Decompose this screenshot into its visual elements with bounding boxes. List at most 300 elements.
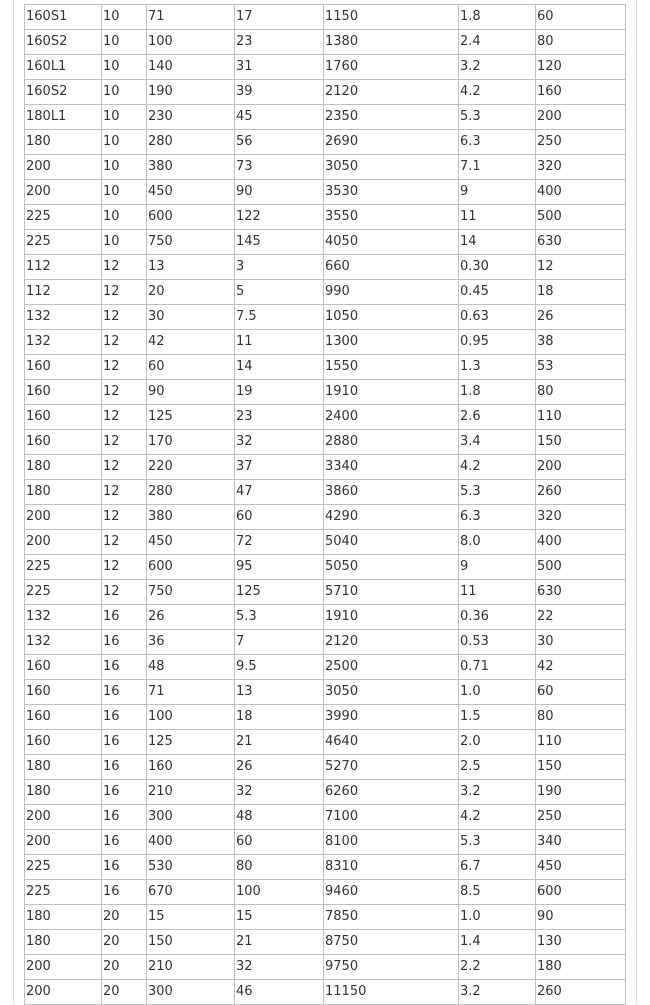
table-cell-col-2: 12 xyxy=(102,480,147,505)
table-cell-col-7: 80 xyxy=(536,705,626,730)
table-cell-col-7: 18 xyxy=(536,280,626,305)
table-cell-col-1: 200 xyxy=(25,180,102,205)
table-cell-col-4: 125 xyxy=(235,580,324,605)
table-cell-col-6: 9 xyxy=(459,555,536,580)
table-cell-col-7: 150 xyxy=(536,755,626,780)
table-cell-col-4: 80 xyxy=(235,855,324,880)
table-cell-col-4: 37 xyxy=(235,455,324,480)
table-cell-col-5: 5270 xyxy=(324,755,459,780)
table-cell-col-3: 20 xyxy=(147,280,235,305)
table-row xyxy=(25,505,626,530)
table-cell-col-6: 4.2 xyxy=(459,80,536,105)
table-cell-col-1: 160 xyxy=(25,380,102,405)
table-cell-col-5: 3550 xyxy=(324,205,459,230)
table-row xyxy=(25,680,626,705)
table-cell-col-2: 16 xyxy=(102,880,147,905)
table-cell-col-3: 280 xyxy=(147,130,235,155)
table-row xyxy=(25,980,626,1005)
table-cell-col-5: 1910 xyxy=(324,605,459,630)
table-row xyxy=(25,205,626,230)
table-cell-col-3: 380 xyxy=(147,155,235,180)
table-cell-col-2: 12 xyxy=(102,555,147,580)
table-cell-col-6: 1.4 xyxy=(459,930,536,955)
table-row xyxy=(25,305,626,330)
table-row xyxy=(25,455,626,480)
table-cell-col-7: 130 xyxy=(536,930,626,955)
table-cell-col-4: 32 xyxy=(235,430,324,455)
table-cell-col-6: 0.36 xyxy=(459,605,536,630)
table-cell-col-2: 16 xyxy=(102,630,147,655)
table-cell-col-2: 12 xyxy=(102,405,147,430)
table-row xyxy=(25,755,626,780)
table-row xyxy=(25,155,626,180)
table-cell-col-7: 400 xyxy=(536,180,626,205)
table-cell-col-2: 12 xyxy=(102,530,147,555)
table-cell-col-7: 110 xyxy=(536,405,626,430)
table-row xyxy=(25,280,626,305)
table-row xyxy=(25,730,626,755)
table-row xyxy=(25,805,626,830)
table-cell-col-4: 19 xyxy=(235,380,324,405)
table-row xyxy=(25,580,626,605)
table-row xyxy=(25,105,626,130)
table-cell-col-7: 630 xyxy=(536,230,626,255)
table-row xyxy=(25,180,626,205)
table-cell-col-6: 0.30 xyxy=(459,255,536,280)
table-cell-col-5: 6260 xyxy=(324,780,459,805)
table-cell-col-1: 160 xyxy=(25,405,102,430)
table-cell-col-1: 200 xyxy=(25,830,102,855)
table-row xyxy=(25,5,626,30)
table-cell-col-1: 132 xyxy=(25,305,102,330)
table-cell-col-7: 190 xyxy=(536,780,626,805)
table-cell-col-3: 30 xyxy=(147,305,235,330)
table-cell-col-3: 380 xyxy=(147,505,235,530)
table-cell-col-3: 600 xyxy=(147,205,235,230)
table-cell-col-3: 100 xyxy=(147,705,235,730)
table-cell-col-5: 3530 xyxy=(324,180,459,205)
table-cell-col-1: 225 xyxy=(25,855,102,880)
table-cell-col-4: 90 xyxy=(235,180,324,205)
table-cell-col-3: 26 xyxy=(147,605,235,630)
table-cell-col-5: 3050 xyxy=(324,155,459,180)
table-row xyxy=(25,930,626,955)
table-cell-col-4: 15 xyxy=(235,905,324,930)
table-cell-col-3: 280 xyxy=(147,480,235,505)
table-cell-col-2: 12 xyxy=(102,580,147,605)
table-cell-col-1: 200 xyxy=(25,530,102,555)
table-row xyxy=(25,555,626,580)
table-cell-col-7: 320 xyxy=(536,505,626,530)
table-cell-col-1: 200 xyxy=(25,955,102,980)
table-cell-col-4: 56 xyxy=(235,130,324,155)
table-row xyxy=(25,655,626,680)
table-cell-col-2: 12 xyxy=(102,330,147,355)
table-cell-col-7: 42 xyxy=(536,655,626,680)
table-cell-col-5: 7850 xyxy=(324,905,459,930)
table-cell-col-7: 80 xyxy=(536,380,626,405)
table-cell-col-3: 125 xyxy=(147,405,235,430)
table-cell-col-4: 26 xyxy=(235,755,324,780)
table-row xyxy=(25,855,626,880)
table-cell-col-6: 4.2 xyxy=(459,455,536,480)
table-row xyxy=(25,230,626,255)
table-cell-col-7: 250 xyxy=(536,130,626,155)
table-cell-col-3: 400 xyxy=(147,830,235,855)
table-cell-col-1: 180 xyxy=(25,930,102,955)
table-cell-col-5: 11150 xyxy=(324,980,459,1005)
table-cell-col-5: 9460 xyxy=(324,880,459,905)
table-cell-col-1: 180 xyxy=(25,455,102,480)
table-cell-col-3: 60 xyxy=(147,355,235,380)
table-cell-col-1: 180 xyxy=(25,755,102,780)
table-cell-col-4: 3 xyxy=(235,255,324,280)
table-cell-col-7: 320 xyxy=(536,155,626,180)
table-cell-col-6: 3.4 xyxy=(459,430,536,455)
table-cell-col-6: 0.63 xyxy=(459,305,536,330)
table-cell-col-7: 90 xyxy=(536,905,626,930)
table-cell-col-2: 12 xyxy=(102,355,147,380)
table-row xyxy=(25,355,626,380)
table-cell-col-3: 36 xyxy=(147,630,235,655)
table-cell-col-1: 160S1 xyxy=(25,5,102,30)
table-cell-col-4: 5 xyxy=(235,280,324,305)
table-cell-col-2: 10 xyxy=(102,230,147,255)
table-cell-col-1: 200 xyxy=(25,980,102,1005)
table-cell-col-1: 160L1 xyxy=(25,55,102,80)
table-cell-col-2: 20 xyxy=(102,905,147,930)
table-cell-col-5: 2880 xyxy=(324,430,459,455)
table-cell-col-1: 180 xyxy=(25,780,102,805)
table-cell-col-2: 10 xyxy=(102,180,147,205)
table-cell-col-1: 112 xyxy=(25,280,102,305)
table-cell-col-5: 2350 xyxy=(324,105,459,130)
table-cell-col-5: 3050 xyxy=(324,680,459,705)
table-cell-col-1: 180 xyxy=(25,480,102,505)
table-cell-col-3: 15 xyxy=(147,905,235,930)
table-cell-col-2: 10 xyxy=(102,155,147,180)
table-cell-col-6: 5.3 xyxy=(459,830,536,855)
table-cell-col-7: 450 xyxy=(536,855,626,880)
table-cell-col-1: 160 xyxy=(25,430,102,455)
table-cell-col-6: 6.3 xyxy=(459,130,536,155)
table-cell-col-2: 16 xyxy=(102,605,147,630)
table-cell-col-4: 32 xyxy=(235,780,324,805)
table-cell-col-5: 1300 xyxy=(324,330,459,355)
table-cell-col-1: 180 xyxy=(25,905,102,930)
table-cell-col-6: 1.3 xyxy=(459,355,536,380)
table-cell-col-6: 0.95 xyxy=(459,330,536,355)
table-cell-col-6: 1.0 xyxy=(459,905,536,930)
table-cell-col-4: 23 xyxy=(235,405,324,430)
table-cell-col-3: 750 xyxy=(147,230,235,255)
table-cell-col-4: 60 xyxy=(235,830,324,855)
table-cell-col-3: 670 xyxy=(147,880,235,905)
table-cell-col-4: 21 xyxy=(235,730,324,755)
table-row xyxy=(25,530,626,555)
table-cell-col-1: 180L1 xyxy=(25,105,102,130)
table-cell-col-7: 200 xyxy=(536,455,626,480)
table-cell-col-2: 10 xyxy=(102,105,147,130)
table-cell-col-4: 21 xyxy=(235,930,324,955)
table-cell-col-6: 2.2 xyxy=(459,955,536,980)
table-cell-col-1: 132 xyxy=(25,605,102,630)
table-cell-col-3: 530 xyxy=(147,855,235,880)
table-row xyxy=(25,80,626,105)
table-cell-col-5: 4050 xyxy=(324,230,459,255)
table-cell-col-3: 71 xyxy=(147,680,235,705)
table-cell-col-3: 170 xyxy=(147,430,235,455)
table-cell-col-7: 500 xyxy=(536,205,626,230)
table-cell-col-3: 220 xyxy=(147,455,235,480)
table-cell-col-1: 132 xyxy=(25,630,102,655)
table-cell-col-3: 450 xyxy=(147,180,235,205)
table-cell-col-3: 42 xyxy=(147,330,235,355)
table-cell-col-2: 16 xyxy=(102,705,147,730)
table-cell-col-1: 225 xyxy=(25,580,102,605)
table-cell-col-4: 100 xyxy=(235,880,324,905)
table-cell-col-2: 10 xyxy=(102,80,147,105)
table-cell-col-4: 32 xyxy=(235,955,324,980)
table-cell-col-5: 4640 xyxy=(324,730,459,755)
table-cell-col-6: 0.53 xyxy=(459,630,536,655)
table-cell-col-4: 45 xyxy=(235,105,324,130)
table-cell-col-6: 6.7 xyxy=(459,855,536,880)
table-cell-col-7: 250 xyxy=(536,805,626,830)
table-cell-col-4: 145 xyxy=(235,230,324,255)
table-cell-col-2: 16 xyxy=(102,730,147,755)
table-cell-col-3: 600 xyxy=(147,555,235,580)
table-cell-col-4: 11 xyxy=(235,330,324,355)
table-cell-col-3: 210 xyxy=(147,780,235,805)
table-cell-col-6: 1.8 xyxy=(459,5,536,30)
table-cell-col-2: 16 xyxy=(102,805,147,830)
table-cell-col-3: 160 xyxy=(147,755,235,780)
table-cell-col-4: 72 xyxy=(235,530,324,555)
table-row xyxy=(25,330,626,355)
table-cell-col-3: 210 xyxy=(147,955,235,980)
content-frame-left-border xyxy=(13,0,14,1004)
table-cell-col-3: 140 xyxy=(147,55,235,80)
specification-table-body xyxy=(25,5,626,1005)
table-cell-col-5: 3340 xyxy=(324,455,459,480)
table-cell-col-4: 23 xyxy=(235,30,324,55)
table-cell-col-2: 10 xyxy=(102,55,147,80)
table-cell-col-5: 5050 xyxy=(324,555,459,580)
table-cell-col-4: 73 xyxy=(235,155,324,180)
table-cell-col-5: 7100 xyxy=(324,805,459,830)
table-cell-col-1: 225 xyxy=(25,555,102,580)
table-cell-col-2: 16 xyxy=(102,855,147,880)
table-cell-col-7: 400 xyxy=(536,530,626,555)
table-cell-col-7: 80 xyxy=(536,30,626,55)
table-cell-col-7: 12 xyxy=(536,255,626,280)
table-cell-col-6: 7.1 xyxy=(459,155,536,180)
table-cell-col-4: 47 xyxy=(235,480,324,505)
table-cell-col-6: 1.8 xyxy=(459,380,536,405)
table-cell-col-4: 9.5 xyxy=(235,655,324,680)
table-cell-col-2: 20 xyxy=(102,930,147,955)
table-cell-col-4: 122 xyxy=(235,205,324,230)
table-cell-col-7: 110 xyxy=(536,730,626,755)
table-cell-col-2: 16 xyxy=(102,755,147,780)
table-cell-col-3: 100 xyxy=(147,30,235,55)
table-cell-col-5: 1550 xyxy=(324,355,459,380)
table-cell-col-1: 160 xyxy=(25,355,102,380)
table-cell-col-5: 990 xyxy=(324,280,459,305)
table-cell-col-4: 48 xyxy=(235,805,324,830)
table-cell-col-5: 1380 xyxy=(324,30,459,55)
table-row xyxy=(25,380,626,405)
table-cell-col-1: 200 xyxy=(25,155,102,180)
table-cell-col-6: 3.2 xyxy=(459,55,536,80)
table-cell-col-3: 150 xyxy=(147,930,235,955)
table-cell-col-5: 2690 xyxy=(324,130,459,155)
table-cell-col-4: 31 xyxy=(235,55,324,80)
table-cell-col-1: 160 xyxy=(25,705,102,730)
table-cell-col-1: 225 xyxy=(25,230,102,255)
table-cell-col-2: 16 xyxy=(102,830,147,855)
table-cell-col-4: 7.5 xyxy=(235,305,324,330)
table-row xyxy=(25,255,626,280)
table-cell-col-6: 8.0 xyxy=(459,530,536,555)
table-cell-col-2: 12 xyxy=(102,505,147,530)
table-cell-col-2: 12 xyxy=(102,255,147,280)
table-cell-col-1: 112 xyxy=(25,255,102,280)
table-cell-col-7: 180 xyxy=(536,955,626,980)
table-cell-col-6: 5.3 xyxy=(459,105,536,130)
table-cell-col-5: 3860 xyxy=(324,480,459,505)
table-cell-col-1: 160 xyxy=(25,680,102,705)
table-cell-col-1: 200 xyxy=(25,805,102,830)
table-cell-col-7: 150 xyxy=(536,430,626,455)
table-cell-col-2: 16 xyxy=(102,780,147,805)
table-cell-col-2: 12 xyxy=(102,305,147,330)
table-cell-col-2: 12 xyxy=(102,430,147,455)
table-row xyxy=(25,430,626,455)
table-cell-col-3: 71 xyxy=(147,5,235,30)
table-cell-col-3: 48 xyxy=(147,655,235,680)
table-cell-col-7: 60 xyxy=(536,680,626,705)
table-cell-col-4: 7 xyxy=(235,630,324,655)
table-cell-col-7: 200 xyxy=(536,105,626,130)
table-cell-col-2: 20 xyxy=(102,980,147,1005)
table-cell-col-1: 160S2 xyxy=(25,30,102,55)
table-cell-col-5: 2120 xyxy=(324,80,459,105)
table-cell-col-2: 10 xyxy=(102,130,147,155)
table-cell-col-1: 225 xyxy=(25,205,102,230)
table-cell-col-4: 46 xyxy=(235,980,324,1005)
table-cell-col-7: 260 xyxy=(536,980,626,1005)
table-cell-col-2: 16 xyxy=(102,655,147,680)
table-cell-col-1: 160 xyxy=(25,730,102,755)
table-cell-col-6: 5.3 xyxy=(459,480,536,505)
table-cell-col-3: 90 xyxy=(147,380,235,405)
table-cell-col-5: 2120 xyxy=(324,630,459,655)
table-cell-col-7: 340 xyxy=(536,830,626,855)
table-cell-col-4: 13 xyxy=(235,680,324,705)
table-cell-col-4: 17 xyxy=(235,5,324,30)
table-cell-col-2: 12 xyxy=(102,280,147,305)
table-cell-col-6: 2.6 xyxy=(459,405,536,430)
table-cell-col-6: 1.0 xyxy=(459,680,536,705)
table-cell-col-5: 1760 xyxy=(324,55,459,80)
table-cell-col-7: 500 xyxy=(536,555,626,580)
table-cell-col-5: 9750 xyxy=(324,955,459,980)
table-row xyxy=(25,55,626,80)
table-cell-col-7: 26 xyxy=(536,305,626,330)
table-cell-col-2: 10 xyxy=(102,30,147,55)
table-cell-col-6: 14 xyxy=(459,230,536,255)
table-cell-col-3: 300 xyxy=(147,980,235,1005)
table-cell-col-5: 3990 xyxy=(324,705,459,730)
table-cell-col-7: 53 xyxy=(536,355,626,380)
table-cell-col-1: 225 xyxy=(25,880,102,905)
table-cell-col-2: 10 xyxy=(102,5,147,30)
table-cell-col-5: 2400 xyxy=(324,405,459,430)
table-cell-col-3: 750 xyxy=(147,580,235,605)
table-cell-col-5: 1050 xyxy=(324,305,459,330)
table-cell-col-2: 12 xyxy=(102,455,147,480)
table-cell-col-7: 600 xyxy=(536,880,626,905)
table-cell-col-3: 125 xyxy=(147,730,235,755)
table-cell-col-7: 120 xyxy=(536,55,626,80)
table-cell-col-6: 11 xyxy=(459,580,536,605)
table-cell-col-5: 660 xyxy=(324,255,459,280)
table-cell-col-7: 260 xyxy=(536,480,626,505)
table-row xyxy=(25,405,626,430)
table-cell-col-1: 200 xyxy=(25,505,102,530)
table-cell-col-5: 8100 xyxy=(324,830,459,855)
table-cell-col-1: 180 xyxy=(25,130,102,155)
table-cell-col-6: 2.4 xyxy=(459,30,536,55)
table-cell-col-6: 6.3 xyxy=(459,505,536,530)
specification-table xyxy=(24,4,626,1005)
table-row xyxy=(25,705,626,730)
table-cell-col-4: 95 xyxy=(235,555,324,580)
table-cell-col-1: 160S2 xyxy=(25,80,102,105)
table-row xyxy=(25,130,626,155)
table-cell-col-2: 16 xyxy=(102,680,147,705)
table-row xyxy=(25,780,626,805)
table-cell-col-5: 1150 xyxy=(324,5,459,30)
table-cell-col-4: 60 xyxy=(235,505,324,530)
table-cell-col-7: 630 xyxy=(536,580,626,605)
table-cell-col-6: 2.5 xyxy=(459,755,536,780)
table-cell-col-6: 3.2 xyxy=(459,980,536,1005)
table-row xyxy=(25,630,626,655)
table-cell-col-5: 5710 xyxy=(324,580,459,605)
table-cell-col-5: 1910 xyxy=(324,380,459,405)
table-row xyxy=(25,605,626,630)
table-cell-col-1: 160 xyxy=(25,655,102,680)
table-cell-col-2: 12 xyxy=(102,380,147,405)
table-cell-col-6: 9 xyxy=(459,180,536,205)
table-cell-col-7: 160 xyxy=(536,80,626,105)
table-cell-col-7: 38 xyxy=(536,330,626,355)
table-cell-col-3: 13 xyxy=(147,255,235,280)
table-cell-col-6: 8.5 xyxy=(459,880,536,905)
table-row xyxy=(25,480,626,505)
table-cell-col-5: 8750 xyxy=(324,930,459,955)
table-cell-col-4: 39 xyxy=(235,80,324,105)
table-cell-col-6: 0.45 xyxy=(459,280,536,305)
table-cell-col-7: 22 xyxy=(536,605,626,630)
table-cell-col-6: 11 xyxy=(459,205,536,230)
table-row xyxy=(25,30,626,55)
table-cell-col-4: 18 xyxy=(235,705,324,730)
table-cell-col-6: 3.2 xyxy=(459,780,536,805)
